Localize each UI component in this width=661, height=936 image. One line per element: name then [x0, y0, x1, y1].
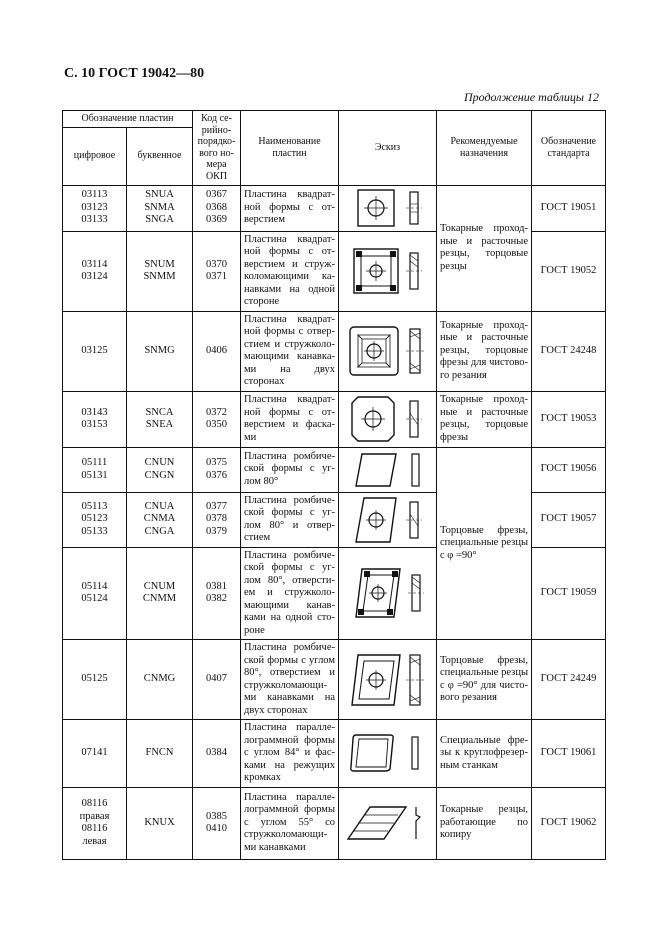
- recommended-use: Токарные проход-ные и расточные резцы, торцовые фрезы для чистово-го резания: [437, 311, 532, 391]
- header-name: Наименование пластин: [241, 111, 339, 186]
- recommended-use: Торцовые фрезы, специальные резцы с φ =90° для чисто-вого резания: [437, 640, 532, 720]
- insert-name: Пластина квадрат-ной формы с от-верстием и фаска-ми: [241, 391, 339, 447]
- insert-sketch: [339, 231, 437, 311]
- insert-sketch: [339, 311, 437, 391]
- recommended-use: Токарные проход-ные и расточные резцы, торцовые резцы: [437, 185, 532, 311]
- digital-code: 05111 05131: [63, 447, 127, 492]
- letter-code: SNUM SNMM: [127, 231, 193, 311]
- table-row: [63, 391, 606, 447]
- square-insert-one-side-chipbreaker-icon: [344, 241, 432, 301]
- recommended-use: Специальные фре-зы к круглофрезер-ным станкам: [437, 720, 532, 788]
- okp-code: 0384: [193, 720, 241, 788]
- digital-code: 05113 05123 05133: [63, 492, 127, 547]
- square-insert-with-hole-icon: [344, 188, 432, 228]
- letter-code: SNMG: [127, 311, 193, 391]
- table-row: [63, 185, 606, 231]
- table-row: [63, 311, 606, 391]
- insert-sketch: [339, 391, 437, 447]
- header-letter: буквенное: [127, 127, 193, 185]
- insert-name: Пластина ромбиче-ской формы с уг-лом 80°, отверсти-ем и стружколо-мающими канав-ками на одной сто-роне: [241, 547, 339, 640]
- table-continuation-label: Продолжение таблицы 12: [463, 90, 599, 104]
- standard-ref: ГОСТ 19051: [532, 185, 606, 231]
- table-row: [63, 720, 606, 788]
- table-row: [63, 447, 606, 492]
- letter-code: SNCA SNEA: [127, 391, 193, 447]
- okp-code: 0367 0368 0369: [193, 185, 241, 231]
- okp-code: 0372 0350: [193, 391, 241, 447]
- okp-code: 0385 0410: [193, 787, 241, 859]
- insert-name: Пластина квадрат-ной формы с от-верстием: [241, 185, 339, 231]
- recommended-use: Токарные резцы, работающие по копиру: [437, 787, 532, 859]
- okp-code: 0377 0378 0379: [193, 492, 241, 547]
- parallelogram-insert-84-icon: [344, 731, 432, 775]
- header-okp-code: Код се- рийно- порядко- вого но- мера ОКП: [193, 111, 241, 186]
- standard-ref: ГОСТ 19059: [532, 547, 606, 640]
- standard-ref: ГОСТ 19056: [532, 447, 606, 492]
- insert-sketch: [339, 447, 437, 492]
- parallelogram-insert-55-icon: [344, 801, 432, 845]
- standard-ref: ГОСТ 24248: [532, 311, 606, 391]
- standard-ref: ГОСТ 19061: [532, 720, 606, 788]
- digital-code: 05114 05124: [63, 547, 127, 640]
- letter-code: KNUX: [127, 787, 193, 859]
- insert-sketch: [339, 720, 437, 788]
- insert-name: Пластина ромбиче-ской формы с уг-лом 80° и отвер-стием: [241, 492, 339, 547]
- insert-name: Пластина квадрат-ной формы с отвер-стием и стружколо-мающими канавка-ми на двух сторонах: [241, 311, 339, 391]
- letter-code: FNCN: [127, 720, 193, 788]
- header-digital: цифровое: [63, 127, 127, 185]
- standard-ref: ГОСТ 19062: [532, 787, 606, 859]
- rhombic-insert-two-side-chipbreaker-icon: [344, 649, 432, 711]
- header-standard: Обозначение стандарта: [532, 111, 606, 186]
- table-row: [63, 787, 606, 859]
- digital-code: 03143 03153: [63, 391, 127, 447]
- digital-code: 05125: [63, 640, 127, 720]
- digital-code: 03125: [63, 311, 127, 391]
- recommended-use: Торцовые фрезы, специальные резцы с φ =90°: [437, 447, 532, 640]
- okp-code: 0381 0382: [193, 547, 241, 640]
- digital-code: 03114 03124: [63, 231, 127, 311]
- page-header: С. 10 ГОСТ 19042—80: [64, 66, 205, 81]
- square-insert-two-side-chipbreaker-icon: [344, 323, 432, 379]
- insert-name: Пластина паралле-лограммной формы с углом 55° со стружколомающи-ми канавками: [241, 787, 339, 859]
- letter-code: CNUN CNGN: [127, 447, 193, 492]
- insert-sketch: [339, 787, 437, 859]
- letter-code: CNUM CNMM: [127, 547, 193, 640]
- digital-code: 03113 03123 03133: [63, 185, 127, 231]
- standard-ref: ГОСТ 19053: [532, 391, 606, 447]
- recommended-use: Токарные проход-ные и расточные резцы, торцовые фрезы: [437, 391, 532, 447]
- standard-ref: ГОСТ 19052: [532, 231, 606, 311]
- okp-code: 0406: [193, 311, 241, 391]
- okp-code: 0370 0371: [193, 231, 241, 311]
- header-recommended: Рекомендуемые назначения: [437, 111, 532, 186]
- okp-code: 0375 0376: [193, 447, 241, 492]
- insert-name: Пластина ромбиче-ской формы с углом 80°, отверстием и стружколомающи-ми канавками на двух сторонах: [241, 640, 339, 720]
- table-row: [63, 640, 606, 720]
- okp-code: 0407: [193, 640, 241, 720]
- insert-name: Пластина ромбиче-ской формы с уг-лом 80°: [241, 447, 339, 492]
- header-sketch: Эскиз: [339, 111, 437, 186]
- insert-sketch: [339, 492, 437, 547]
- rhombic-insert-one-side-chipbreaker-icon: [344, 561, 432, 625]
- insert-name: Пластина паралле-лограммной формы с углом 84° и фас-ками на режущих кромках: [241, 720, 339, 788]
- header-designation: Обозначение пластин: [63, 111, 193, 128]
- rhombic-insert-icon: [344, 450, 432, 490]
- letter-code: CNMG: [127, 640, 193, 720]
- insert-designation-table: [62, 110, 606, 860]
- digital-code: 08116 правая 08116 левая: [63, 787, 127, 859]
- digital-code: 07141: [63, 720, 127, 788]
- insert-sketch: [339, 185, 437, 231]
- standard-ref: ГОСТ 19057: [532, 492, 606, 547]
- insert-sketch: [339, 640, 437, 720]
- square-insert-chamfered-icon: [344, 395, 432, 443]
- rhombic-insert-with-hole-icon: [344, 496, 432, 544]
- letter-code: SNUA SNMA SNGA: [127, 185, 193, 231]
- insert-name: Пластина квадрат-ной формы с от-верстием и струж-коломающими ка-навками на одной стороне: [241, 231, 339, 311]
- standard-ref: ГОСТ 24249: [532, 640, 606, 720]
- insert-sketch: [339, 547, 437, 640]
- letter-code: CNUA CNMA CNGA: [127, 492, 193, 547]
